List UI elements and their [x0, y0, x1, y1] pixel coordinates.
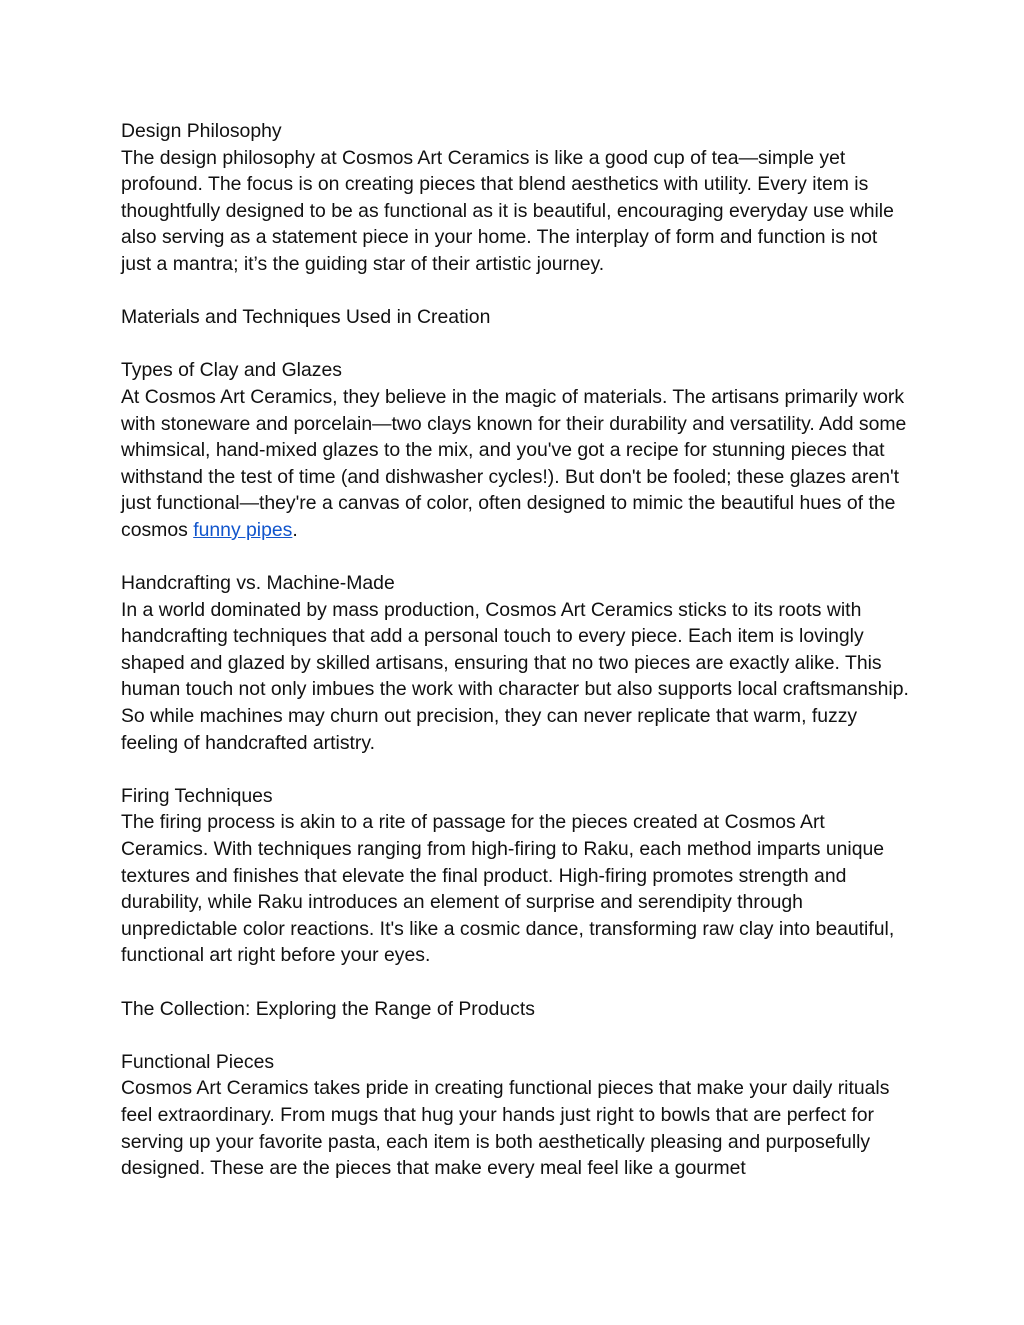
section-body [121, 384, 911, 544]
section-materials-techniques [121, 304, 911, 331]
section-body: In a world dominated by mass production, Cosmos Art Ceramics sticks to its roots with handcrafting techniques that add a personal touch to every piece. Each item is lovingly shaped and glazed by skilled artisans, ensuring that no two pieces are exactly alike. This human touch not only imbues the work with character but also supports local craftsmanship. So while machines may churn out precision, they can never replicate that warm, fuzzy feeling of handcrafted artistry. [121, 598, 909, 754]
section-heading: Functional Pieces [121, 1050, 275, 1073]
section-heading: Materials and Techniques Used in Creation [121, 306, 491, 329]
section-firing-techniques [121, 783, 911, 969]
section-collection [121, 996, 911, 1023]
funny-pipes-link[interactable]: funny pipes [193, 518, 293, 541]
body-text-end: . [292, 518, 298, 541]
section-design-philosophy [121, 118, 911, 278]
section-body: Cosmos Art Ceramics takes pride in creating functional pieces that make your daily rituals feel extraordinary. From mugs that hug your hands just right to bowls that are perfect for serving up your favorite pasta, each item is both aesthetically pleasing and purposefully designed. These are the pieces that make every meal feel like a gourmet [121, 1077, 890, 1180]
section-clay-glazes [121, 357, 911, 543]
section-body: The firing process is akin to a rite of passage for the pieces created at Cosmos Art Ceramics. With techniques ranging from high-firing to Raku, each method imparts unique textures and finishes that elevate the final product. High-firing promotes strength and durability, while Raku introduces an element of surprise and serendipity through unpredictable color reactions. It's like a cosmic dance, transforming raw clay into beautiful, functional art right before your eyes. [121, 811, 895, 967]
section-heading: Handcrafting vs. Machine-Made [121, 572, 395, 595]
section-heading: Design Philosophy [121, 120, 282, 142]
section-functional-pieces [121, 1049, 911, 1182]
section-heading: Firing Techniques [121, 784, 273, 807]
section-handcrafting [121, 570, 911, 756]
document-page [121, 118, 911, 1208]
body-text: At Cosmos Art Ceramics, they believe in the magic of materials. The artisans primarily work with stoneware and porcelain—two clays known for their durability and versatility. Add some whimsical, hand-mixed glazes to the mix, and you've got a recipe for stunning pieces that withstand the test of time (and dishwasher cycles!). But don't be fooled; these glazes aren't just functional—they're a canvas of color, often designed to mimic the beautiful hues of the cosmos [121, 385, 907, 541]
section-heading: The Collection: Exploring the Range of Products [121, 997, 535, 1020]
section-body: The design philosophy at Cosmos Art Ceramics is like a good cup of tea—simple yet profound. The focus is on creating pieces that blend aesthetics with utility. Every item is thoughtfully designed to be as functional as it is beautiful, encouraging everyday use while also serving as a statement piece in your home. The interplay of form and function is not just a mantra; it’s the guiding star of their artistic journey. [121, 146, 894, 275]
section-heading: Types of Clay and Glazes [121, 359, 342, 382]
